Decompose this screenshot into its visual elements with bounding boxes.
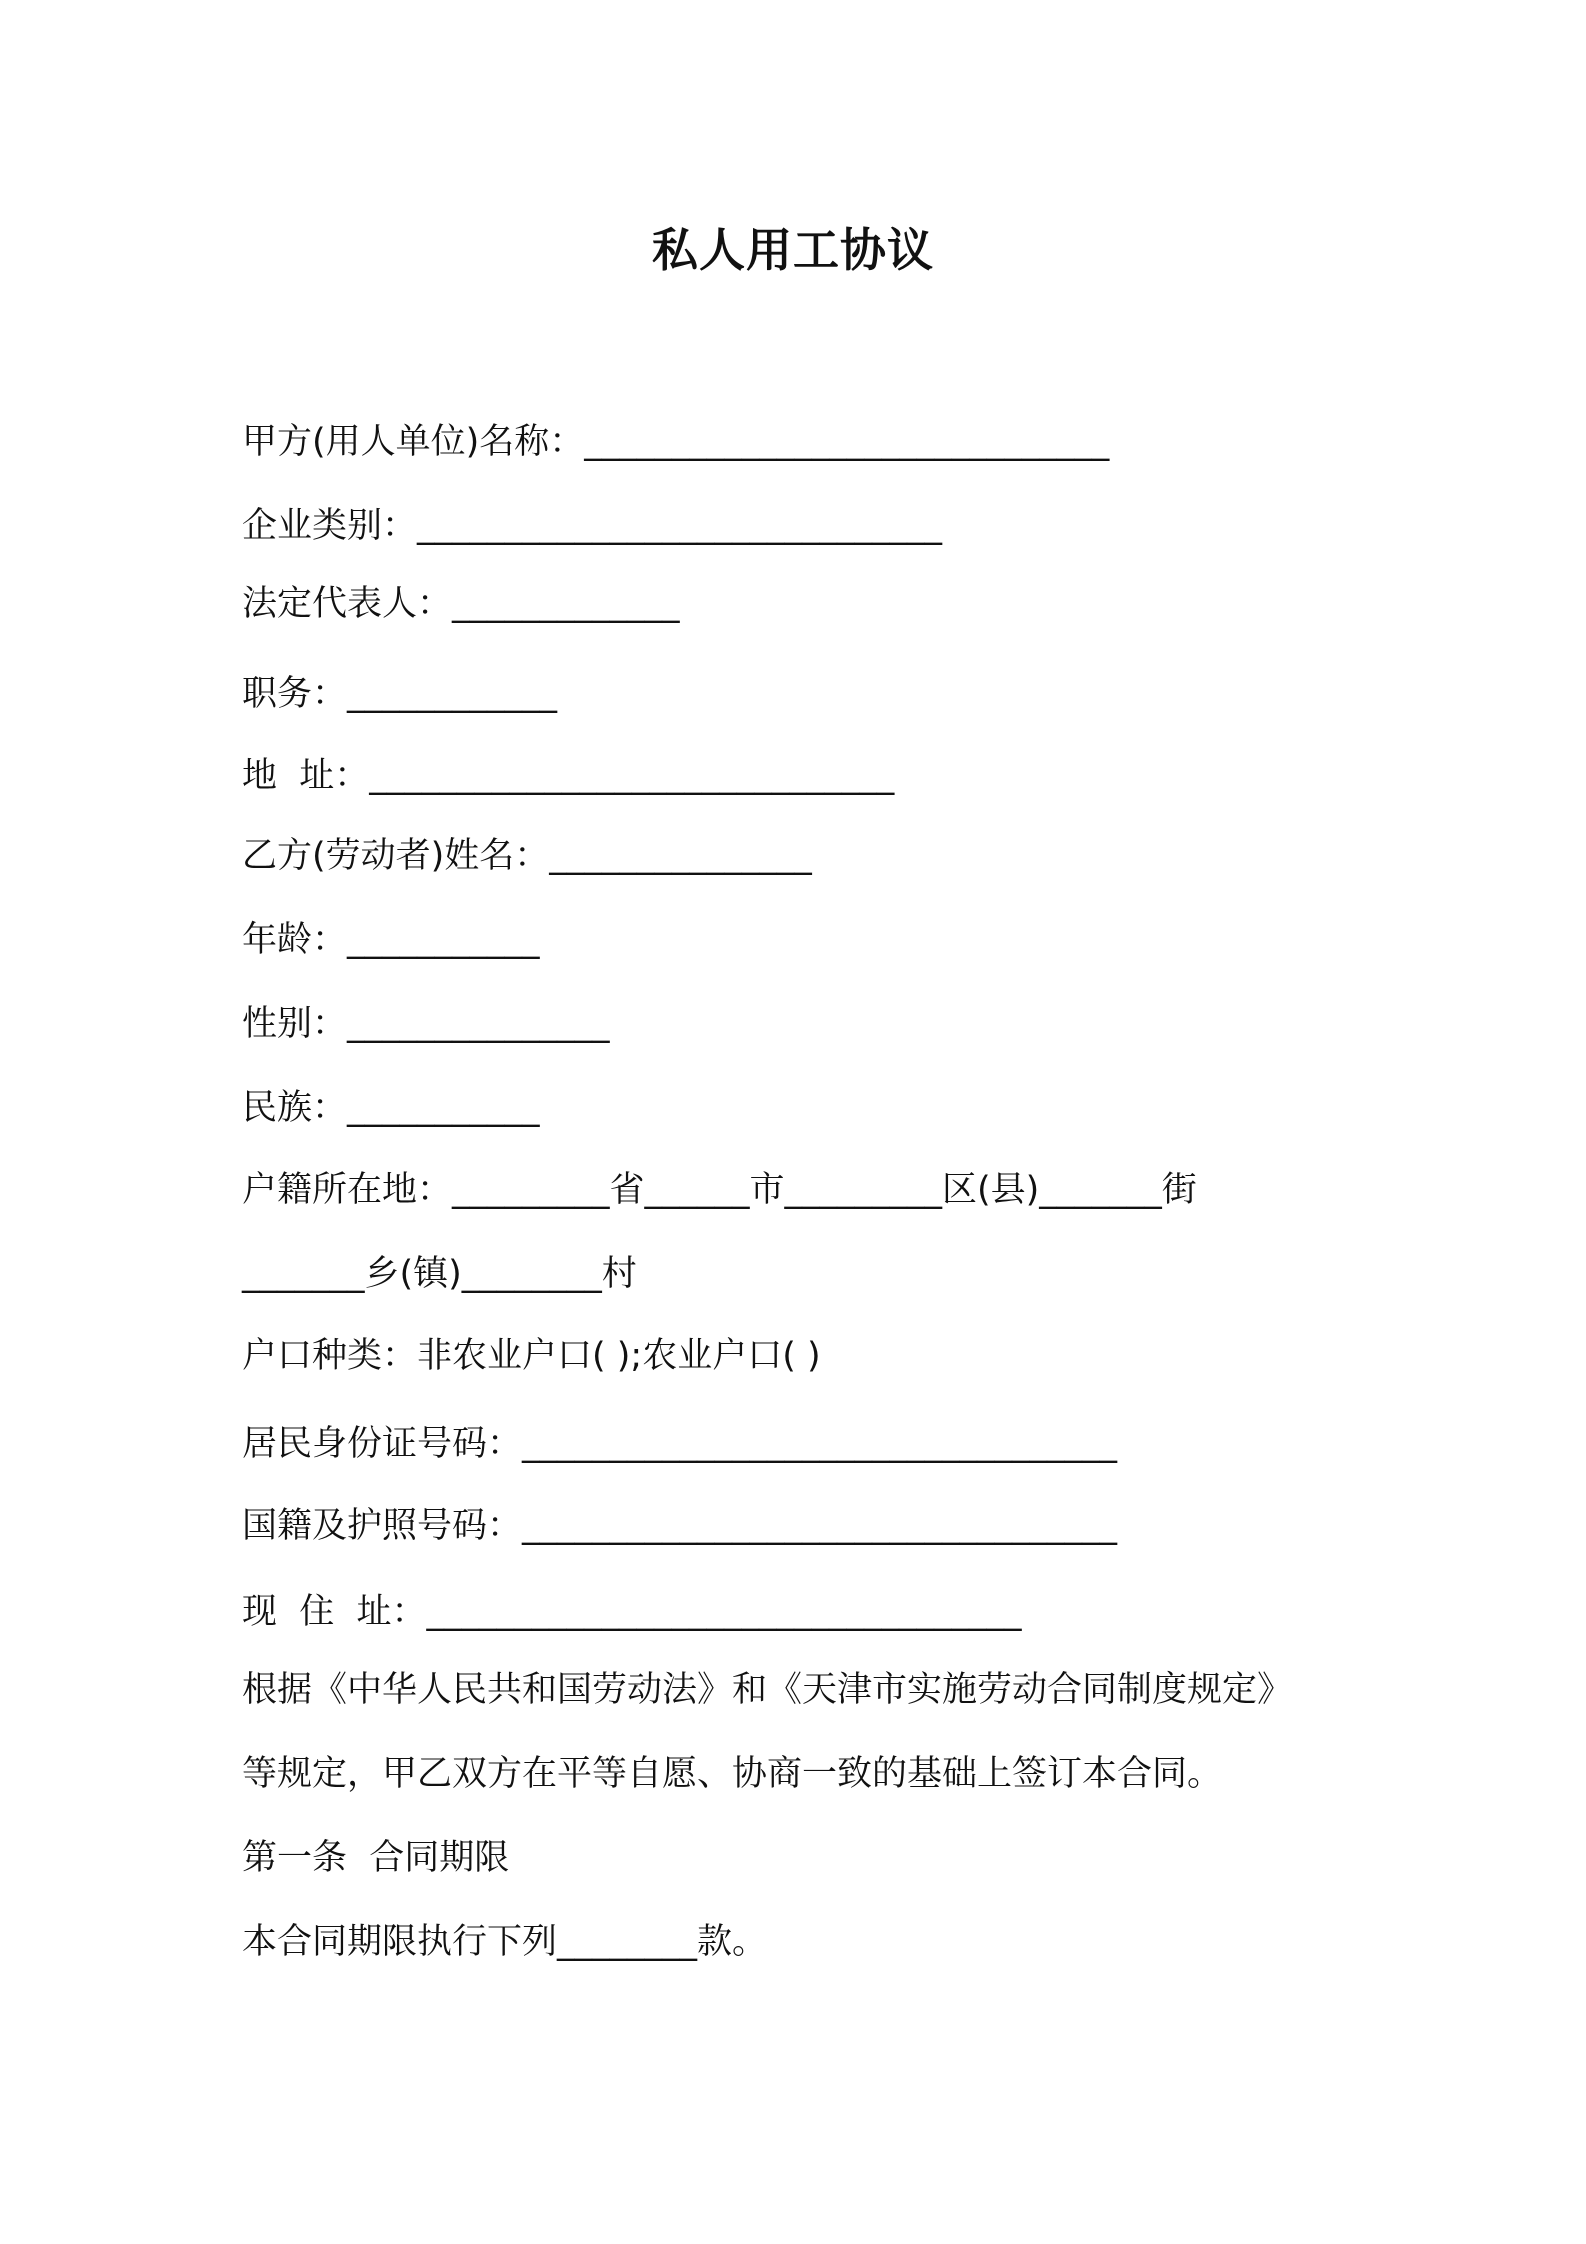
id-card-number-line: 居民身份证号码：__________________________________ — [242, 1424, 1118, 1464]
legal-representative-line: 法定代表人：_____________ — [242, 584, 680, 624]
gender-line: 性别：_______________ — [242, 1004, 610, 1044]
current-address-line: 现 住 址：__________________________________ — [242, 1592, 1022, 1632]
basis-paragraph-line-1: 根据《中华人民共和国劳动法》和《天津市实施劳动合同制度规定》 — [242, 1670, 1293, 1710]
household-type-line: 户口种类：非农业户口( );农业户口( ) — [242, 1336, 821, 1376]
document-title: 私人用工协议 — [652, 223, 934, 277]
ethnicity-line: 民族：___________ — [242, 1088, 540, 1128]
party-a-name-line: 甲方(用人单位)名称：______________________________ — [242, 422, 1110, 462]
household-location-line-2: _______乡(镇)________村 — [242, 1254, 637, 1294]
position-line: 职务：____________ — [242, 674, 558, 714]
enterprise-type-line: 企业类别：______________________________ — [242, 506, 943, 546]
address-line: 地 址：______________________________ — [242, 756, 895, 796]
basis-paragraph-line-2: 等规定，甲乙双方在平等自愿、协商一致的基础上签订本合同。 — [242, 1754, 1223, 1794]
contract-term-line: 本合同期限执行下列________款。 — [242, 1922, 768, 1962]
age-line: 年龄：___________ — [242, 920, 540, 960]
household-location-line: 户籍所在地：_________省______市_________区(县)_______街 — [242, 1170, 1197, 1210]
party-b-name-line: 乙方(劳动者)姓名：_______________ — [242, 836, 812, 876]
nationality-passport-line: 国籍及护照号码：__________________________________ — [242, 1506, 1118, 1546]
article-one-heading: 第一条 合同期限 — [242, 1838, 510, 1878]
